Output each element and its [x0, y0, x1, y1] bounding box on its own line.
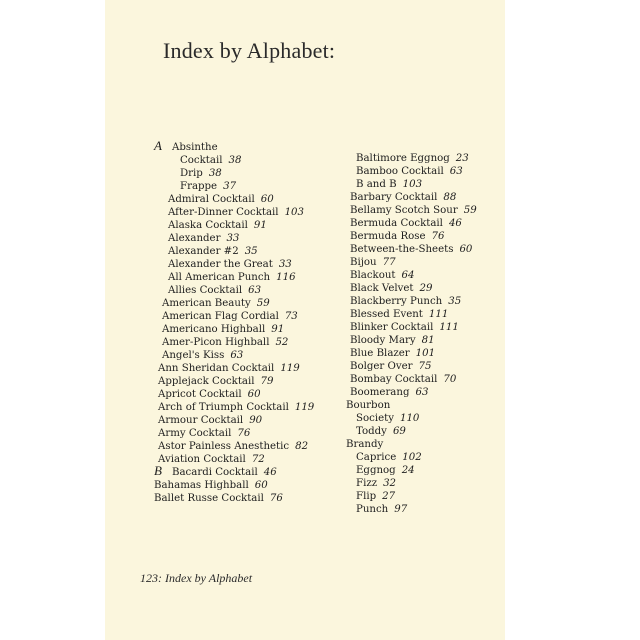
index-entry	[154, 336, 338, 349]
entry-name: Ann Sheridan Cocktail	[158, 363, 275, 374]
entry-page-number: 33	[226, 233, 240, 244]
entry-page-number: 76	[269, 493, 283, 504]
index-entry	[154, 388, 338, 401]
index-entry	[154, 310, 338, 323]
index-entry	[154, 375, 338, 388]
entry-name: Blue Blazer	[350, 348, 410, 359]
entry-page-number: 32	[383, 478, 397, 489]
entry-name: Bijou	[350, 257, 377, 268]
entry-name: Angel's Kiss	[162, 350, 225, 361]
entry-name: All American Punch	[168, 272, 271, 283]
entry-page-number: 60	[260, 194, 274, 205]
entry-page-number: 24	[401, 465, 415, 476]
entry-page-number: 35	[448, 296, 462, 307]
index-entry	[342, 178, 492, 191]
entry-page-number: 116	[276, 272, 296, 283]
entry-page-number: 119	[280, 363, 300, 374]
entry-name: Armour Cocktail	[158, 415, 244, 426]
entry-name: Barbary Cocktail	[350, 192, 438, 203]
index-entry	[342, 243, 492, 256]
entry-page-number: 64	[401, 270, 415, 281]
index-entry	[342, 490, 492, 503]
entry-name: Fizz	[356, 478, 378, 489]
index-entry	[154, 414, 338, 427]
entry-name: Bermuda Rose	[350, 231, 426, 242]
index-entry	[154, 453, 338, 466]
index-entry	[342, 334, 492, 347]
entry-name: Society	[356, 413, 394, 424]
entry-page-number: 111	[428, 309, 449, 320]
entry-page-number: 79	[260, 376, 274, 387]
entry-page-number: 63	[230, 350, 244, 361]
entry-name: Blessed Event	[350, 309, 423, 320]
index-entry	[342, 399, 492, 412]
entry-page-number: 63	[449, 166, 463, 177]
entry-name: Between-the-Sheets	[350, 244, 454, 255]
entry-page-number: 46	[448, 218, 462, 229]
entry-page-number: 69	[392, 426, 406, 437]
index-entry	[342, 308, 492, 321]
index-entry	[154, 219, 338, 232]
index-entry	[342, 282, 492, 295]
index-entry	[154, 245, 338, 258]
index-entry	[342, 477, 492, 490]
entry-page-number: 111	[439, 322, 459, 333]
index-entry	[154, 297, 338, 310]
entry-page-number: 76	[431, 231, 445, 242]
section-letter: B	[154, 463, 162, 478]
entry-page-number: 63	[248, 285, 262, 296]
entry-page-number: 103	[402, 179, 423, 190]
index-entry	[342, 386, 492, 399]
entry-page-number: 27	[382, 491, 396, 502]
entry-name: Aviation Cocktail	[158, 454, 246, 465]
entry-page-number: 91	[271, 324, 285, 335]
entry-name: Amer-Picon Highball	[162, 337, 270, 348]
index-entry	[342, 165, 492, 178]
entry-name: Frappe	[180, 181, 218, 192]
index-entry	[342, 438, 492, 451]
entry-page-number: 70	[443, 374, 457, 385]
entry-name: Bloody Mary	[350, 335, 416, 346]
index-entry	[342, 373, 492, 386]
entry-name: Bamboo Cocktail	[356, 166, 444, 177]
entry-name: Ballet Russe Cocktail	[154, 493, 264, 504]
entry-page-number: 72	[251, 454, 265, 465]
entry-page-number: 102	[402, 452, 422, 463]
entry-name: Allies Cocktail	[168, 285, 243, 296]
index-entry	[342, 347, 492, 360]
entry-page-number: 35	[244, 246, 258, 257]
entry-name: Baltimore Eggnog	[356, 153, 450, 164]
index-entry	[154, 401, 338, 414]
index-column-right	[342, 152, 492, 516]
entry-page-number: 73	[284, 311, 298, 322]
entry-name: Caprice	[356, 452, 397, 463]
entry-name: Punch	[356, 504, 389, 515]
entry-page-number: 60	[247, 389, 261, 400]
index-entry	[154, 154, 338, 167]
index-entry	[342, 230, 492, 243]
entry-page-number: 23	[455, 153, 469, 164]
entry-page-number: 88	[443, 192, 457, 203]
entry-page-number: 81	[421, 335, 435, 346]
index-entry	[342, 295, 492, 308]
index-entry	[154, 349, 338, 362]
page-footer: 123: Index by Alphabet	[140, 571, 253, 585]
entry-name: Astor Painless Anesthetic	[158, 441, 290, 452]
entry-page-number: 90	[249, 415, 263, 426]
entry-name: Flip	[356, 491, 377, 502]
entry-page-number: 52	[275, 337, 289, 348]
index-entry	[342, 204, 492, 217]
entry-page-number: 63	[415, 387, 429, 398]
entry-page-number: 77	[382, 257, 396, 268]
entry-page-number: 75	[418, 361, 432, 372]
index-entry	[154, 440, 338, 453]
index-entry	[342, 425, 492, 438]
entry-page-number: 119	[294, 402, 315, 413]
entry-name: Applejack Cocktail	[158, 376, 255, 387]
entry-page-number: 82	[295, 441, 309, 452]
entry-name: Americano Highball	[162, 324, 266, 335]
index-entry	[154, 258, 338, 271]
index-entry	[154, 271, 338, 284]
entry-name: Cocktail	[180, 155, 223, 166]
entry-name: Black Velvet	[350, 283, 414, 294]
index-entry	[342, 152, 492, 165]
entry-name: Eggnog	[356, 465, 396, 476]
entry-page-number: 38	[208, 168, 222, 179]
entry-name: Alexander #2	[168, 246, 239, 257]
index-entry	[154, 138, 338, 154]
index-entry	[342, 217, 492, 230]
entry-page-number: 97	[394, 504, 408, 515]
entry-name: Admiral Cocktail	[168, 194, 255, 205]
entry-page-number: 60	[254, 480, 268, 491]
index-entry	[154, 206, 338, 219]
entry-name: Absinthe	[172, 142, 218, 153]
entry-page-number: 38	[228, 155, 242, 166]
entry-page-number: 110	[399, 413, 420, 424]
entry-page-number: 76	[237, 428, 251, 439]
entry-name: Apricot Cocktail	[158, 389, 242, 400]
entry-name: Blinker Cocktail	[350, 322, 434, 333]
index-entry	[154, 167, 338, 180]
entry-page-number: 103	[284, 207, 305, 218]
entry-name: Toddy	[356, 426, 387, 437]
entry-name: Bourbon	[346, 400, 391, 411]
index-entry	[154, 362, 338, 375]
entry-name: B and B	[356, 179, 397, 190]
entry-name: Alexander the Great	[168, 259, 273, 270]
entry-name: Bolger Over	[350, 361, 413, 372]
index-entry	[154, 492, 338, 505]
entry-name: Drip	[180, 168, 203, 179]
entry-name: Brandy	[346, 439, 384, 450]
entry-page-number: 46	[263, 467, 277, 478]
entry-name: Boomerang	[350, 387, 410, 398]
entry-page-number: 59	[256, 298, 270, 309]
entry-name: Arch of Triumph Cocktail	[158, 402, 289, 413]
entry-page-number: 101	[415, 348, 436, 359]
entry-name: Bermuda Cocktail	[350, 218, 443, 229]
index-entry	[342, 451, 492, 464]
index-entry	[154, 427, 338, 440]
index-entry	[154, 193, 338, 206]
entry-name: After-Dinner Cocktail	[168, 207, 279, 218]
entry-name: American Flag Cordial	[162, 311, 279, 322]
index-entry	[342, 412, 492, 425]
entry-name: Alaska Cocktail	[168, 220, 248, 231]
index-entry	[342, 321, 492, 334]
index-entry	[342, 191, 492, 204]
index-column-left	[154, 138, 338, 505]
entry-name: Bellamy Scotch Sour	[350, 205, 458, 216]
entry-page-number: 33	[278, 259, 292, 270]
index-entry	[154, 323, 338, 336]
entry-name: Blackout	[350, 270, 396, 281]
entry-page-number: 29	[419, 283, 433, 294]
entry-page-number: 59	[463, 205, 477, 216]
entry-name: Bacardi Cocktail	[172, 467, 258, 478]
entry-page-number: 60	[459, 244, 473, 255]
entry-name: Army Cocktail	[158, 428, 232, 439]
index-entry	[154, 479, 338, 492]
entry-page-number: 37	[223, 181, 237, 192]
entry-name: Bahamas Highball	[154, 480, 249, 491]
index-entry	[154, 284, 338, 297]
index-entry	[154, 232, 338, 245]
index-entry	[342, 503, 492, 516]
section-letter: A	[154, 138, 162, 153]
index-entry	[154, 463, 338, 479]
entry-name: Alexander	[168, 233, 221, 244]
entry-name: American Beauty	[162, 298, 251, 309]
index-entry	[342, 269, 492, 282]
entry-name: Blackberry Punch	[350, 296, 443, 307]
index-entry	[342, 256, 492, 269]
page-title: Index by Alphabet:	[163, 38, 336, 63]
index-entry	[154, 180, 338, 193]
index-entry	[342, 360, 492, 373]
index-entry	[342, 464, 492, 477]
entry-name: Bombay Cocktail	[350, 374, 438, 385]
entry-page-number: 91	[253, 220, 267, 231]
